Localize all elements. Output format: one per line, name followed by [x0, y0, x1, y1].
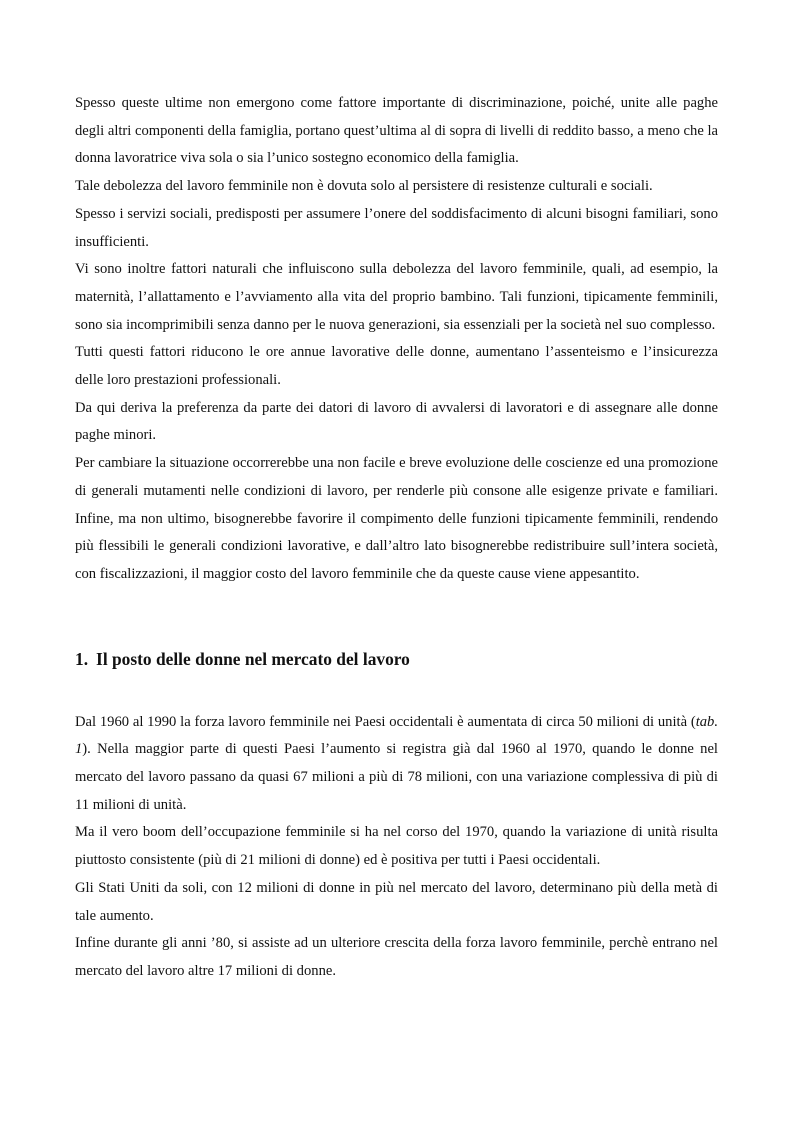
document-page [75, 90, 718, 986]
paragraph: Ma il vero boom dell’occupazione femminile si ha nel corso del 1970, quando la variazione di unità risulta piuttosto consistente (più di 21 milioni di donne) ed è positiva per tutti i Paesi occidentali. [75, 824, 718, 869]
section-number: 1. [75, 648, 89, 669]
paragraph: Tutti questi fattori riducono le ore annue lavorative delle donne, aumentano l’assenteismo e l’insicurezza delle loro prestazioni professionali. [75, 344, 718, 389]
paragraph: Spesso i servizi sociali, predisposti per assumere l’onere del soddisfacimento di alcuni bisogni familiari, sono insufficienti. [75, 205, 718, 250]
section-body [75, 709, 718, 986]
paragraph-text: Dal 1960 al 1990 la forza lavoro femminile nei Paesi occidentali è aumentata di circa 50 milioni di unità ( [75, 713, 696, 730]
paragraph: Da qui deriva la preferenza da parte dei datori di lavoro di avvalersi di lavoratori e di assegnare alle donne paghe minori. [75, 399, 718, 444]
paragraph: Vi sono inoltre fattori naturali che influiscono sulla debolezza del lavoro femminile, quali, ad esempio, la maternità, l’allattamento e l’avviamento alla vita del proprio bambino. Tali funzioni, tipicamente femminili, sono sia incomprimibili senza danno per le nuova generazioni, sia essenziali per la società nel suo complesso. [75, 261, 718, 333]
paragraph: Gli Stati Uniti da soli, con 12 milioni di donne in più nel mercato del lavoro, determinano più della metà di tale aumento. [75, 879, 718, 924]
section-title: Il posto delle donne nel mercato del lavoro [96, 648, 410, 669]
section-heading [75, 647, 718, 671]
paragraph-text: ). Nella maggior parte di questi Paesi l’aumento si registra già dal 1960 al 1970, quando le donne nel mercato del lavoro passano da quasi 67 milioni a più di 78 milioni, con una variazione complessiva di più di 11 milioni di unità. [75, 741, 718, 813]
paragraph: Tale debolezza del lavoro femminile non è dovuta solo al persistere di resistenze culturali e sociali. [75, 178, 653, 195]
paragraph: Infine durante gli anni ’80, si assiste ad un ulteriore crescita della forza lavoro femminile, perchè entrano nel mercato del lavoro altre 17 milioni di donne. [75, 935, 718, 979]
paragraph: Spesso queste ultime non emergono come fattore importante di discriminazione, poiché, unite alle paghe degli altri componenti della famiglia, portano quest’ultima al di sopra di livelli di reddito basso, a meno che la donna lavoratrice viva sola o sia l’unico sostegno economico della famiglia. [75, 95, 718, 167]
paragraph: Per cambiare la situazione occorrerebbe una non facile e breve evoluzione delle coscienze ed una promozione di generali mutamenti nelle condizioni di lavoro, per renderle più consone alle esigenze private e familiari. Infine, ma non ultimo, bisognerebbe favorire il compimento delle funzioni tipicamente femminili, rendendo più flessibili le generali condizioni lavorative, e dall’altro lato bisognerebbe redistribuire sull’intera società, con fiscalizzazioni, il maggior costo del lavoro femminile che da queste cause viene appesantito. [75, 455, 718, 582]
table-reference: tab. 1 [75, 713, 718, 758]
paragraph [75, 709, 718, 820]
